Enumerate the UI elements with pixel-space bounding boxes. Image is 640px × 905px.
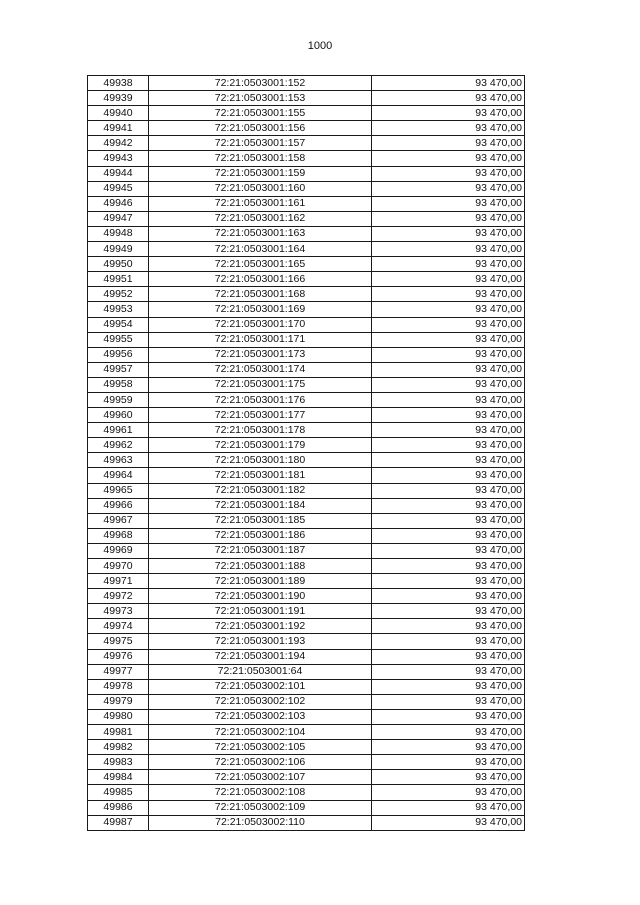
- cadastral-number: 72:21:0503001:156: [149, 121, 372, 136]
- row-number: 49967: [88, 513, 149, 528]
- row-number: 49962: [88, 438, 149, 453]
- row-number: 49939: [88, 91, 149, 106]
- table-row: [88, 815, 525, 830]
- amount: 93 470,00: [372, 392, 525, 407]
- cadastral-number: 72:21:0503001:177: [149, 408, 372, 423]
- cadastral-number: 72:21:0503001:158: [149, 151, 372, 166]
- amount: 93 470,00: [372, 121, 525, 136]
- row-number: 49976: [88, 649, 149, 664]
- cadastral-number: 72:21:0503001:161: [149, 196, 372, 211]
- cadastral-number: 72:21:0503002:108: [149, 785, 372, 800]
- table-row: [88, 242, 525, 257]
- table-row: [88, 287, 525, 302]
- cadastral-number: 72:21:0503001:165: [149, 257, 372, 272]
- table-row: [88, 543, 525, 558]
- amount: 93 470,00: [372, 423, 525, 438]
- table-row: [88, 423, 525, 438]
- cadastral-number: 72:21:0503001:157: [149, 136, 372, 151]
- table-row: [88, 649, 525, 664]
- row-number: 49944: [88, 166, 149, 181]
- amount: 93 470,00: [372, 181, 525, 196]
- amount: 93 470,00: [372, 302, 525, 317]
- row-number: 49953: [88, 302, 149, 317]
- amount: 93 470,00: [372, 468, 525, 483]
- row-number: 49941: [88, 121, 149, 136]
- table-row: [88, 362, 525, 377]
- table-row: [88, 347, 525, 362]
- cadastral-number: 72:21:0503001:185: [149, 513, 372, 528]
- cadastral-number: 72:21:0503001:194: [149, 649, 372, 664]
- table-row: [88, 589, 525, 604]
- land-plot-table: [87, 75, 525, 831]
- amount: 93 470,00: [372, 377, 525, 392]
- row-number: 49961: [88, 423, 149, 438]
- row-number: 49980: [88, 709, 149, 724]
- table-row: [88, 528, 525, 543]
- row-number: 49966: [88, 498, 149, 513]
- cadastral-number: 72:21:0503001:191: [149, 604, 372, 619]
- table-row: [88, 513, 525, 528]
- row-number: 49970: [88, 559, 149, 574]
- table-row: [88, 196, 525, 211]
- amount: 93 470,00: [372, 604, 525, 619]
- table-row: [88, 785, 525, 800]
- table-row: [88, 725, 525, 740]
- cadastral-number: 72:21:0503001:152: [149, 76, 372, 91]
- cadastral-number: 72:21:0503001:178: [149, 423, 372, 438]
- cadastral-number: 72:21:0503001:188: [149, 559, 372, 574]
- row-number: 49938: [88, 76, 149, 91]
- table-row: [88, 604, 525, 619]
- cadastral-number: 72:21:0503001:187: [149, 543, 372, 558]
- table-row: [88, 121, 525, 136]
- table-row: [88, 332, 525, 347]
- amount: 93 470,00: [372, 770, 525, 785]
- row-number: 49968: [88, 528, 149, 543]
- table-row: [88, 317, 525, 332]
- amount: 93 470,00: [372, 634, 525, 649]
- amount: 93 470,00: [372, 106, 525, 121]
- amount: 93 470,00: [372, 196, 525, 211]
- row-number: 49963: [88, 453, 149, 468]
- cadastral-number: 72:21:0503001:174: [149, 362, 372, 377]
- amount: 93 470,00: [372, 453, 525, 468]
- table-row: [88, 181, 525, 196]
- amount: 93 470,00: [372, 136, 525, 151]
- cadastral-number: 72:21:0503002:103: [149, 709, 372, 724]
- cadastral-number: 72:21:0503001:180: [149, 453, 372, 468]
- amount: 93 470,00: [372, 166, 525, 181]
- amount: 93 470,00: [372, 619, 525, 634]
- cadastral-number: 72:21:0503001:184: [149, 498, 372, 513]
- table-row: [88, 634, 525, 649]
- row-number: 49973: [88, 604, 149, 619]
- cadastral-number: 72:21:0503001:182: [149, 483, 372, 498]
- cadastral-number: 72:21:0503001:163: [149, 226, 372, 241]
- table-row: [88, 800, 525, 815]
- cadastral-number: 72:21:0503001:153: [149, 91, 372, 106]
- amount: 93 470,00: [372, 694, 525, 709]
- cadastral-number: 72:21:0503002:105: [149, 740, 372, 755]
- amount: 93 470,00: [372, 785, 525, 800]
- row-number: 49945: [88, 181, 149, 196]
- table-row: [88, 559, 525, 574]
- amount: 93 470,00: [372, 725, 525, 740]
- table-row: [88, 574, 525, 589]
- cadastral-number: 72:21:0503002:101: [149, 679, 372, 694]
- amount: 93 470,00: [372, 755, 525, 770]
- row-number: 49952: [88, 287, 149, 302]
- table-row: [88, 226, 525, 241]
- amount: 93 470,00: [372, 483, 525, 498]
- cadastral-number: 72:21:0503001:193: [149, 634, 372, 649]
- row-number: 49959: [88, 392, 149, 407]
- row-number: 49950: [88, 257, 149, 272]
- table-row: [88, 151, 525, 166]
- cadastral-number: 72:21:0503001:189: [149, 574, 372, 589]
- row-number: 49969: [88, 543, 149, 558]
- cadastral-number: 72:21:0503002:110: [149, 815, 372, 830]
- row-number: 49974: [88, 619, 149, 634]
- table-row: [88, 483, 525, 498]
- amount: 93 470,00: [372, 332, 525, 347]
- amount: 93 470,00: [372, 287, 525, 302]
- cadastral-number: 72:21:0503001:169: [149, 302, 372, 317]
- amount: 93 470,00: [372, 815, 525, 830]
- amount: 93 470,00: [372, 559, 525, 574]
- row-number: 49951: [88, 272, 149, 287]
- table-row: [88, 755, 525, 770]
- amount: 93 470,00: [372, 513, 525, 528]
- row-number: 49957: [88, 362, 149, 377]
- table-row: [88, 377, 525, 392]
- row-number: 49986: [88, 800, 149, 815]
- table-row: [88, 664, 525, 679]
- row-number: 49948: [88, 226, 149, 241]
- amount: 93 470,00: [372, 740, 525, 755]
- amount: 93 470,00: [372, 800, 525, 815]
- cadastral-number: 72:21:0503002:102: [149, 694, 372, 709]
- amount: 93 470,00: [372, 679, 525, 694]
- table-row: [88, 211, 525, 226]
- cadastral-number: 72:21:0503001:176: [149, 392, 372, 407]
- cadastral-number: 72:21:0503001:159: [149, 166, 372, 181]
- table-row: [88, 272, 525, 287]
- amount: 93 470,00: [372, 257, 525, 272]
- row-number: 49982: [88, 740, 149, 755]
- amount: 93 470,00: [372, 574, 525, 589]
- row-number: 49979: [88, 694, 149, 709]
- amount: 93 470,00: [372, 498, 525, 513]
- row-number: 49975: [88, 634, 149, 649]
- table-body: [88, 76, 525, 831]
- amount: 93 470,00: [372, 211, 525, 226]
- table-row: [88, 438, 525, 453]
- amount: 93 470,00: [372, 664, 525, 679]
- row-number: 49971: [88, 574, 149, 589]
- table-row: [88, 392, 525, 407]
- cadastral-number: 72:21:0503001:166: [149, 272, 372, 287]
- table-row: [88, 257, 525, 272]
- table-row: [88, 136, 525, 151]
- cadastral-number: 72:21:0503001:168: [149, 287, 372, 302]
- row-number: 49985: [88, 785, 149, 800]
- amount: 93 470,00: [372, 438, 525, 453]
- cadastral-number: 72:21:0503001:175: [149, 377, 372, 392]
- table-row: [88, 709, 525, 724]
- row-number: 49942: [88, 136, 149, 151]
- cadastral-number: 72:21:0503001:190: [149, 589, 372, 604]
- cadastral-number: 72:21:0503002:104: [149, 725, 372, 740]
- table-row: [88, 770, 525, 785]
- row-number: 49981: [88, 725, 149, 740]
- cadastral-number: 72:21:0503001:170: [149, 317, 372, 332]
- amount: 93 470,00: [372, 226, 525, 241]
- cadastral-number: 72:21:0503001:179: [149, 438, 372, 453]
- amount: 93 470,00: [372, 91, 525, 106]
- row-number: 49960: [88, 408, 149, 423]
- row-number: 49940: [88, 106, 149, 121]
- table-row: [88, 619, 525, 634]
- row-number: 49965: [88, 483, 149, 498]
- cadastral-number: 72:21:0503001:155: [149, 106, 372, 121]
- row-number: 49947: [88, 211, 149, 226]
- table-row: [88, 106, 525, 121]
- cadastral-number: 72:21:0503002:109: [149, 800, 372, 815]
- row-number: 49949: [88, 242, 149, 257]
- cadastral-number: 72:21:0503001:64: [149, 664, 372, 679]
- amount: 93 470,00: [372, 408, 525, 423]
- amount: 93 470,00: [372, 709, 525, 724]
- page-number: 1000: [307, 40, 333, 52]
- amount: 93 470,00: [372, 649, 525, 664]
- cadastral-number: 72:21:0503001:171: [149, 332, 372, 347]
- cadastral-number: 72:21:0503002:106: [149, 755, 372, 770]
- row-number: 49984: [88, 770, 149, 785]
- cadastral-number: 72:21:0503001:173: [149, 347, 372, 362]
- row-number: 49987: [88, 815, 149, 830]
- cadastral-number: 72:21:0503001:186: [149, 528, 372, 543]
- row-number: 49956: [88, 347, 149, 362]
- amount: 93 470,00: [372, 151, 525, 166]
- cadastral-number: 72:21:0503002:107: [149, 770, 372, 785]
- amount: 93 470,00: [372, 317, 525, 332]
- table-row: [88, 91, 525, 106]
- row-number: 49943: [88, 151, 149, 166]
- amount: 93 470,00: [372, 347, 525, 362]
- cadastral-number: 72:21:0503001:164: [149, 242, 372, 257]
- amount: 93 470,00: [372, 76, 525, 91]
- table-row: [88, 76, 525, 91]
- amount: 93 470,00: [372, 242, 525, 257]
- table-row: [88, 453, 525, 468]
- amount: 93 470,00: [372, 272, 525, 287]
- row-number: 49955: [88, 332, 149, 347]
- row-number: 49972: [88, 589, 149, 604]
- amount: 93 470,00: [372, 543, 525, 558]
- row-number: 49978: [88, 679, 149, 694]
- cadastral-number: 72:21:0503001:160: [149, 181, 372, 196]
- table-row: [88, 694, 525, 709]
- cadastral-number: 72:21:0503001:162: [149, 211, 372, 226]
- row-number: 49958: [88, 377, 149, 392]
- row-number: 49983: [88, 755, 149, 770]
- table-row: [88, 302, 525, 317]
- table-row: [88, 498, 525, 513]
- table-row: [88, 740, 525, 755]
- amount: 93 470,00: [372, 589, 525, 604]
- table-row: [88, 408, 525, 423]
- row-number: 49946: [88, 196, 149, 211]
- cadastral-number: 72:21:0503001:181: [149, 468, 372, 483]
- table-row: [88, 468, 525, 483]
- amount: 93 470,00: [372, 528, 525, 543]
- cadastral-number: 72:21:0503001:192: [149, 619, 372, 634]
- amount: 93 470,00: [372, 362, 525, 377]
- row-number: 49964: [88, 468, 149, 483]
- row-number: 49977: [88, 664, 149, 679]
- row-number: 49954: [88, 317, 149, 332]
- table-row: [88, 679, 525, 694]
- table-row: [88, 166, 525, 181]
